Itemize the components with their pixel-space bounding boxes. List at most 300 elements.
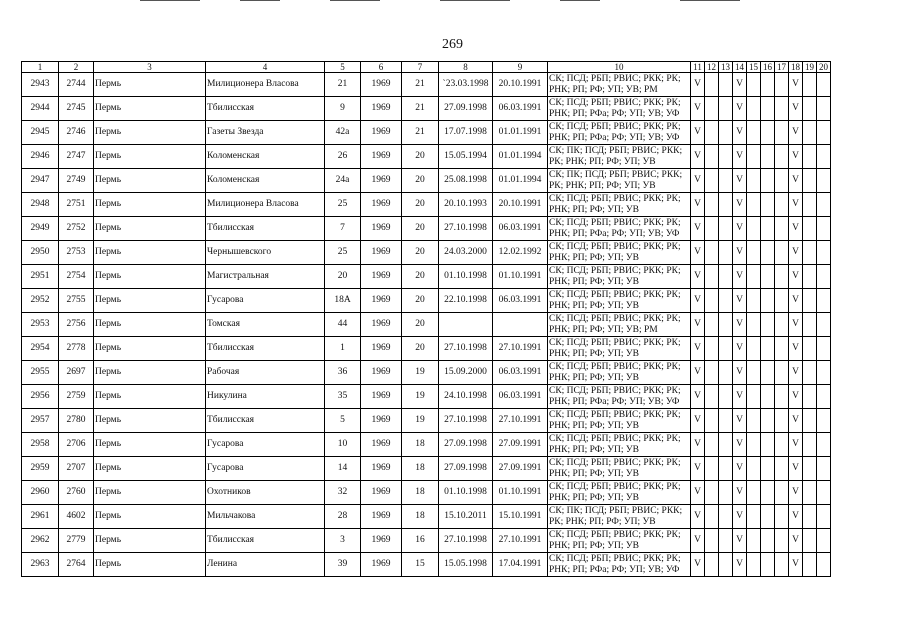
- date-2-cell: 20.10.1991: [493, 193, 548, 217]
- mark-col-19: [803, 145, 817, 169]
- mark-col-12: [705, 361, 719, 385]
- street-cell: Тбилисская: [206, 217, 325, 241]
- house-number-cell: 44: [325, 313, 361, 337]
- mark-col-12: [705, 217, 719, 241]
- year-cell: 1969: [361, 97, 402, 121]
- mark-col-14: V: [733, 97, 747, 121]
- date-2-cell: 27.10.1991: [493, 337, 548, 361]
- date-1-cell: 27.09.1998: [439, 97, 493, 121]
- column-header-11: 11: [691, 62, 705, 73]
- street-cell: Гусарова: [206, 289, 325, 313]
- mark-col-20: [817, 553, 831, 577]
- column-7-cell: 20: [402, 169, 439, 193]
- features-cell: СК; ПСД; РБП; РВИС; РКК; РК; РНК; РП; РФ; УП; УВ: [548, 457, 691, 481]
- date-1-cell: 15.05.1998: [439, 553, 493, 577]
- mark-col-18: V: [789, 457, 803, 481]
- mark-col-11: V: [691, 265, 705, 289]
- features-cell: СК; ПСД; РБП; РВИС; РКК; РК; РНК; РП; РФ; УП; УВ: [548, 361, 691, 385]
- city-cell: Пермь: [94, 529, 206, 553]
- date-1-cell: 15.05.1994: [439, 145, 493, 169]
- mark-col-16: [761, 529, 775, 553]
- mark-col-16: [761, 73, 775, 97]
- house-number-cell: 24а: [325, 169, 361, 193]
- mark-col-13: [719, 145, 733, 169]
- row-number-cell: 2953: [22, 313, 59, 337]
- mark-col-17: [775, 409, 789, 433]
- mark-col-16: [761, 169, 775, 193]
- row-number-cell: 2955: [22, 361, 59, 385]
- column-header-18: 18: [789, 62, 803, 73]
- column-7-cell: 16: [402, 529, 439, 553]
- row-number-cell: 2951: [22, 265, 59, 289]
- mark-col-11: V: [691, 481, 705, 505]
- mark-col-20: [817, 217, 831, 241]
- year-cell: 1969: [361, 169, 402, 193]
- mark-col-16: [761, 265, 775, 289]
- table-row: [22, 145, 831, 169]
- column-header-3: 3: [94, 62, 206, 73]
- row-number-cell: 2946: [22, 145, 59, 169]
- city-cell: Пермь: [94, 121, 206, 145]
- date-2-cell: 27.09.1991: [493, 433, 548, 457]
- mark-col-19: [803, 337, 817, 361]
- object-id-cell: 4602: [59, 505, 94, 529]
- mark-col-19: [803, 121, 817, 145]
- date-2-cell: 01.01.1994: [493, 169, 548, 193]
- table-row: [22, 289, 831, 313]
- mark-col-14: V: [733, 481, 747, 505]
- column-7-cell: 20: [402, 313, 439, 337]
- object-id-cell: 2778: [59, 337, 94, 361]
- mark-col-16: [761, 337, 775, 361]
- mark-col-17: [775, 97, 789, 121]
- street-cell: Никулина: [206, 385, 325, 409]
- mark-col-11: V: [691, 193, 705, 217]
- mark-col-20: [817, 97, 831, 121]
- street-cell: Чернышевского: [206, 241, 325, 265]
- features-cell: СК; ПСД; РБП; РВИС; РКК; РК; РНК; РП; РФ; УП; УВ: [548, 337, 691, 361]
- house-number-cell: 26: [325, 145, 361, 169]
- mark-col-17: [775, 529, 789, 553]
- mark-col-11: V: [691, 361, 705, 385]
- mark-col-18: V: [789, 169, 803, 193]
- column-header-19: 19: [803, 62, 817, 73]
- features-cell: СК; ПСД; РБП; РВИС; РКК; РК; РНК; РП; РФ; УП; УВ: [548, 433, 691, 457]
- mark-col-16: [761, 289, 775, 313]
- date-1-cell: 27.10.1998: [439, 217, 493, 241]
- mark-col-13: [719, 337, 733, 361]
- mark-col-19: [803, 265, 817, 289]
- house-number-cell: 25: [325, 241, 361, 265]
- mark-col-12: [705, 73, 719, 97]
- column-header-4: 4: [206, 62, 325, 73]
- row-number-cell: 2952: [22, 289, 59, 313]
- table-row: [22, 217, 831, 241]
- street-cell: Охотников: [206, 481, 325, 505]
- table-row: [22, 265, 831, 289]
- row-number-cell: 2954: [22, 337, 59, 361]
- date-1-cell: 15.09.2000: [439, 361, 493, 385]
- mark-col-11: V: [691, 121, 705, 145]
- table-row: [22, 505, 831, 529]
- features-cell: СК; ПСД; РБП; РВИС; РКК; РК; РНК; РП; РФ; УП; УВ: [548, 409, 691, 433]
- mark-col-11: V: [691, 313, 705, 337]
- mark-col-15: [747, 217, 761, 241]
- mark-col-20: [817, 265, 831, 289]
- row-number-cell: 2950: [22, 241, 59, 265]
- mark-col-12: [705, 433, 719, 457]
- mark-col-16: [761, 313, 775, 337]
- date-1-cell: 27.10.1998: [439, 529, 493, 553]
- mark-col-15: [747, 337, 761, 361]
- mark-col-14: V: [733, 553, 747, 577]
- column-7-cell: 18: [402, 457, 439, 481]
- row-number-cell: 2949: [22, 217, 59, 241]
- row-number-cell: 2958: [22, 433, 59, 457]
- mark-col-18: V: [789, 121, 803, 145]
- table-row: [22, 409, 831, 433]
- row-number-cell: 2962: [22, 529, 59, 553]
- mark-col-12: [705, 505, 719, 529]
- mark-col-19: [803, 385, 817, 409]
- mark-col-14: V: [733, 241, 747, 265]
- mark-col-14: V: [733, 121, 747, 145]
- table-row: [22, 385, 831, 409]
- mark-col-19: [803, 313, 817, 337]
- mark-col-11: V: [691, 97, 705, 121]
- year-cell: 1969: [361, 529, 402, 553]
- date-1-cell: 22.10.1998: [439, 289, 493, 313]
- mark-col-14: V: [733, 169, 747, 193]
- date-2-cell: 06.03.1991: [493, 217, 548, 241]
- mark-col-14: V: [733, 313, 747, 337]
- column-header-9: 9: [493, 62, 548, 73]
- mark-col-12: [705, 457, 719, 481]
- mark-col-11: V: [691, 169, 705, 193]
- mark-col-18: V: [789, 193, 803, 217]
- row-number-cell: 2948: [22, 193, 59, 217]
- year-cell: 1969: [361, 433, 402, 457]
- mark-col-19: [803, 289, 817, 313]
- mark-col-18: V: [789, 73, 803, 97]
- features-cell: СК; ПСД; РБП; РВИС; РКК; РК; РНК; РП; РФа; РФ; УП; УВ; УФ: [548, 553, 691, 577]
- column-header-20: 20: [817, 62, 831, 73]
- mark-col-11: V: [691, 505, 705, 529]
- table-row: [22, 481, 831, 505]
- mark-col-16: [761, 145, 775, 169]
- mark-col-20: [817, 193, 831, 217]
- mark-col-16: [761, 385, 775, 409]
- city-cell: Пермь: [94, 97, 206, 121]
- house-number-cell: 42а: [325, 121, 361, 145]
- features-cell: СК; ПСД; РБП; РВИС; РКК; РК; РНК; РП; РФа; РФ; УП; УВ; УФ: [548, 385, 691, 409]
- mark-col-19: [803, 169, 817, 193]
- date-2-cell: 06.03.1991: [493, 289, 548, 313]
- mark-col-15: [747, 529, 761, 553]
- city-cell: Пермь: [94, 361, 206, 385]
- mark-col-17: [775, 337, 789, 361]
- column-header-6: 6: [361, 62, 402, 73]
- date-2-cell: 27.09.1991: [493, 457, 548, 481]
- features-cell: СК; ПСД; РБП; РВИС; РКК; РК; РНК; РП; РФ; УП; УВ: [548, 289, 691, 313]
- mark-col-16: [761, 193, 775, 217]
- object-id-cell: 2747: [59, 145, 94, 169]
- date-2-cell: [493, 313, 548, 337]
- city-cell: Пермь: [94, 385, 206, 409]
- mark-col-18: V: [789, 553, 803, 577]
- mark-col-14: V: [733, 73, 747, 97]
- mark-col-11: V: [691, 289, 705, 313]
- mark-col-20: [817, 313, 831, 337]
- mark-col-15: [747, 553, 761, 577]
- mark-col-18: V: [789, 241, 803, 265]
- mark-col-20: [817, 169, 831, 193]
- mark-col-19: [803, 553, 817, 577]
- mark-col-11: V: [691, 433, 705, 457]
- mark-col-12: [705, 121, 719, 145]
- column-7-cell: 15: [402, 553, 439, 577]
- year-cell: 1969: [361, 553, 402, 577]
- column-7-cell: 19: [402, 385, 439, 409]
- mark-col-16: [761, 361, 775, 385]
- features-cell: СК; ПСД; РБП; РВИС; РКК; РК; РНК; РП; РФ; УП; УВ: [548, 265, 691, 289]
- column-header-1: 1: [22, 62, 59, 73]
- mark-col-18: V: [789, 385, 803, 409]
- mark-col-15: [747, 289, 761, 313]
- date-2-cell: 20.10.1991: [493, 73, 548, 97]
- mark-col-14: V: [733, 433, 747, 457]
- row-number-cell: 2956: [22, 385, 59, 409]
- mark-col-20: [817, 409, 831, 433]
- house-number-cell: 39: [325, 553, 361, 577]
- mark-col-17: [775, 169, 789, 193]
- table-row: [22, 313, 831, 337]
- mark-col-19: [803, 361, 817, 385]
- street-cell: Ленина: [206, 553, 325, 577]
- city-cell: Пермь: [94, 457, 206, 481]
- mark-col-20: [817, 337, 831, 361]
- features-cell: СК; ПК; ПСД; РБП; РВИС; РКК; РК; РНК; РП; РФ; УП; УВ: [548, 505, 691, 529]
- date-1-cell: 01.10.1998: [439, 481, 493, 505]
- mark-col-12: [705, 409, 719, 433]
- mark-col-14: V: [733, 529, 747, 553]
- street-cell: Гусарова: [206, 457, 325, 481]
- mark-col-11: V: [691, 241, 705, 265]
- mark-col-20: [817, 361, 831, 385]
- house-number-cell: 32: [325, 481, 361, 505]
- street-cell: Тбилисская: [206, 337, 325, 361]
- row-number-cell: 2960: [22, 481, 59, 505]
- column-header-10: 10: [548, 62, 691, 73]
- street-cell: Рабочая: [206, 361, 325, 385]
- mark-col-15: [747, 409, 761, 433]
- year-cell: 1969: [361, 121, 402, 145]
- features-cell: СК; ПСД; РБП; РВИС; РКК; РК; РНК; РП; РФа; РФ; УП; УВ; УФ: [548, 97, 691, 121]
- city-cell: Пермь: [94, 505, 206, 529]
- mark-col-13: [719, 241, 733, 265]
- table-row: [22, 193, 831, 217]
- mark-col-13: [719, 217, 733, 241]
- mark-col-15: [747, 97, 761, 121]
- mark-col-17: [775, 121, 789, 145]
- mark-col-13: [719, 121, 733, 145]
- mark-col-12: [705, 529, 719, 553]
- table-row: [22, 241, 831, 265]
- street-cell: Газеты Звезда: [206, 121, 325, 145]
- features-cell: СК; ПСД; РБП; РВИС; РКК; РК; РНК; РП; РФа; РФ; УП; УВ; УФ: [548, 217, 691, 241]
- date-2-cell: 01.10.1991: [493, 265, 548, 289]
- column-7-cell: 18: [402, 433, 439, 457]
- mark-col-17: [775, 433, 789, 457]
- mark-col-17: [775, 385, 789, 409]
- mark-col-15: [747, 145, 761, 169]
- column-header-13: 13: [719, 62, 733, 73]
- column-header-7: 7: [402, 62, 439, 73]
- mark-col-12: [705, 385, 719, 409]
- table-row: [22, 457, 831, 481]
- scan-top-marks: [0, 0, 905, 4]
- mark-col-11: V: [691, 73, 705, 97]
- mark-col-15: [747, 265, 761, 289]
- mark-col-16: [761, 505, 775, 529]
- mark-col-14: V: [733, 265, 747, 289]
- mark-col-14: V: [733, 145, 747, 169]
- house-number-cell: 18А: [325, 289, 361, 313]
- column-7-cell: 18: [402, 505, 439, 529]
- mark-col-15: [747, 121, 761, 145]
- column-header-17: 17: [775, 62, 789, 73]
- object-id-cell: 2752: [59, 217, 94, 241]
- row-number-cell: 2963: [22, 553, 59, 577]
- year-cell: 1969: [361, 145, 402, 169]
- year-cell: 1969: [361, 289, 402, 313]
- features-cell: СК; ПСД; РБП; РВИС; РКК; РК; РНК; РП; РФа; РФ; УП; УВ; УФ: [548, 121, 691, 145]
- mark-col-20: [817, 241, 831, 265]
- table-row: [22, 337, 831, 361]
- mark-col-18: V: [789, 217, 803, 241]
- object-id-cell: 2744: [59, 73, 94, 97]
- mark-col-14: V: [733, 361, 747, 385]
- mark-col-19: [803, 97, 817, 121]
- column-header-5: 5: [325, 62, 361, 73]
- mark-col-14: V: [733, 193, 747, 217]
- mark-col-17: [775, 313, 789, 337]
- row-number-cell: 2961: [22, 505, 59, 529]
- features-cell: СК; ПК; ПСД; РБП; РВИС; РКК; РК; РНК; РП; РФ; УП; УВ: [548, 145, 691, 169]
- object-id-cell: 2749: [59, 169, 94, 193]
- features-cell: СК; ПСД; РБП; РВИС; РКК; РК; РНК; РП; РФ; УП; УВ: [548, 481, 691, 505]
- mark-col-14: V: [733, 385, 747, 409]
- column-header-12: 12: [705, 62, 719, 73]
- mark-col-19: [803, 73, 817, 97]
- city-cell: Пермь: [94, 145, 206, 169]
- mark-col-15: [747, 361, 761, 385]
- date-1-cell: 27.10.1998: [439, 409, 493, 433]
- house-number-cell: 14: [325, 457, 361, 481]
- mark-col-11: V: [691, 337, 705, 361]
- object-id-cell: 2780: [59, 409, 94, 433]
- street-cell: Магистральная: [206, 265, 325, 289]
- street-cell: Тбилисская: [206, 529, 325, 553]
- year-cell: 1969: [361, 409, 402, 433]
- mark-col-16: [761, 121, 775, 145]
- house-number-cell: 7: [325, 217, 361, 241]
- table-row: [22, 73, 831, 97]
- mark-col-11: V: [691, 385, 705, 409]
- city-cell: Пермь: [94, 313, 206, 337]
- column-7-cell: 21: [402, 73, 439, 97]
- city-cell: Пермь: [94, 337, 206, 361]
- mark-col-20: [817, 505, 831, 529]
- mark-col-17: [775, 457, 789, 481]
- year-cell: 1969: [361, 505, 402, 529]
- mark-col-17: [775, 217, 789, 241]
- column-7-cell: 19: [402, 361, 439, 385]
- mark-col-14: V: [733, 337, 747, 361]
- mark-col-15: [747, 241, 761, 265]
- date-1-cell: `23.03.1998: [439, 73, 493, 97]
- mark-col-12: [705, 169, 719, 193]
- table-row: [22, 97, 831, 121]
- mark-col-11: V: [691, 457, 705, 481]
- city-cell: Пермь: [94, 241, 206, 265]
- row-number-cell: 2945: [22, 121, 59, 145]
- mark-col-12: [705, 337, 719, 361]
- column-7-cell: 18: [402, 481, 439, 505]
- mark-col-19: [803, 409, 817, 433]
- house-number-cell: 36: [325, 361, 361, 385]
- column-7-cell: 19: [402, 409, 439, 433]
- mark-col-15: [747, 457, 761, 481]
- mark-col-15: [747, 73, 761, 97]
- column-header-2: 2: [59, 62, 94, 73]
- mark-col-14: V: [733, 409, 747, 433]
- mark-col-18: V: [789, 145, 803, 169]
- mark-col-11: V: [691, 217, 705, 241]
- house-number-cell: 1: [325, 337, 361, 361]
- row-number-cell: 2947: [22, 169, 59, 193]
- date-1-cell: 27.10.1998: [439, 337, 493, 361]
- object-id-cell: 2745: [59, 97, 94, 121]
- date-2-cell: 06.03.1991: [493, 385, 548, 409]
- date-1-cell: 17.07.1998: [439, 121, 493, 145]
- mark-col-20: [817, 433, 831, 457]
- mark-col-14: V: [733, 217, 747, 241]
- mark-col-17: [775, 73, 789, 97]
- mark-col-12: [705, 481, 719, 505]
- date-2-cell: 06.03.1991: [493, 361, 548, 385]
- mark-col-19: [803, 433, 817, 457]
- date-1-cell: 20.10.1993: [439, 193, 493, 217]
- mark-col-20: [817, 73, 831, 97]
- mark-col-16: [761, 457, 775, 481]
- date-2-cell: 06.03.1991: [493, 97, 548, 121]
- mark-col-12: [705, 193, 719, 217]
- features-cell: СК; ПСД; РБП; РВИС; РКК; РК; РНК; РП; РФ; УП; УВ; РМ: [548, 313, 691, 337]
- city-cell: Пермь: [94, 433, 206, 457]
- column-7-cell: 20: [402, 217, 439, 241]
- mark-col-12: [705, 265, 719, 289]
- mark-col-13: [719, 313, 733, 337]
- mark-col-18: V: [789, 433, 803, 457]
- mark-col-17: [775, 265, 789, 289]
- features-cell: СК; ПСД; РБП; РВИС; РКК; РК; РНК; РП; РФ; УП; УВ: [548, 241, 691, 265]
- mark-col-13: [719, 481, 733, 505]
- features-cell: СК; ПК; ПСД; РБП; РВИС; РКК; РК; РНК; РП; РФ; УП; УВ: [548, 169, 691, 193]
- column-7-cell: 20: [402, 337, 439, 361]
- column-7-cell: 20: [402, 241, 439, 265]
- house-number-cell: 5: [325, 409, 361, 433]
